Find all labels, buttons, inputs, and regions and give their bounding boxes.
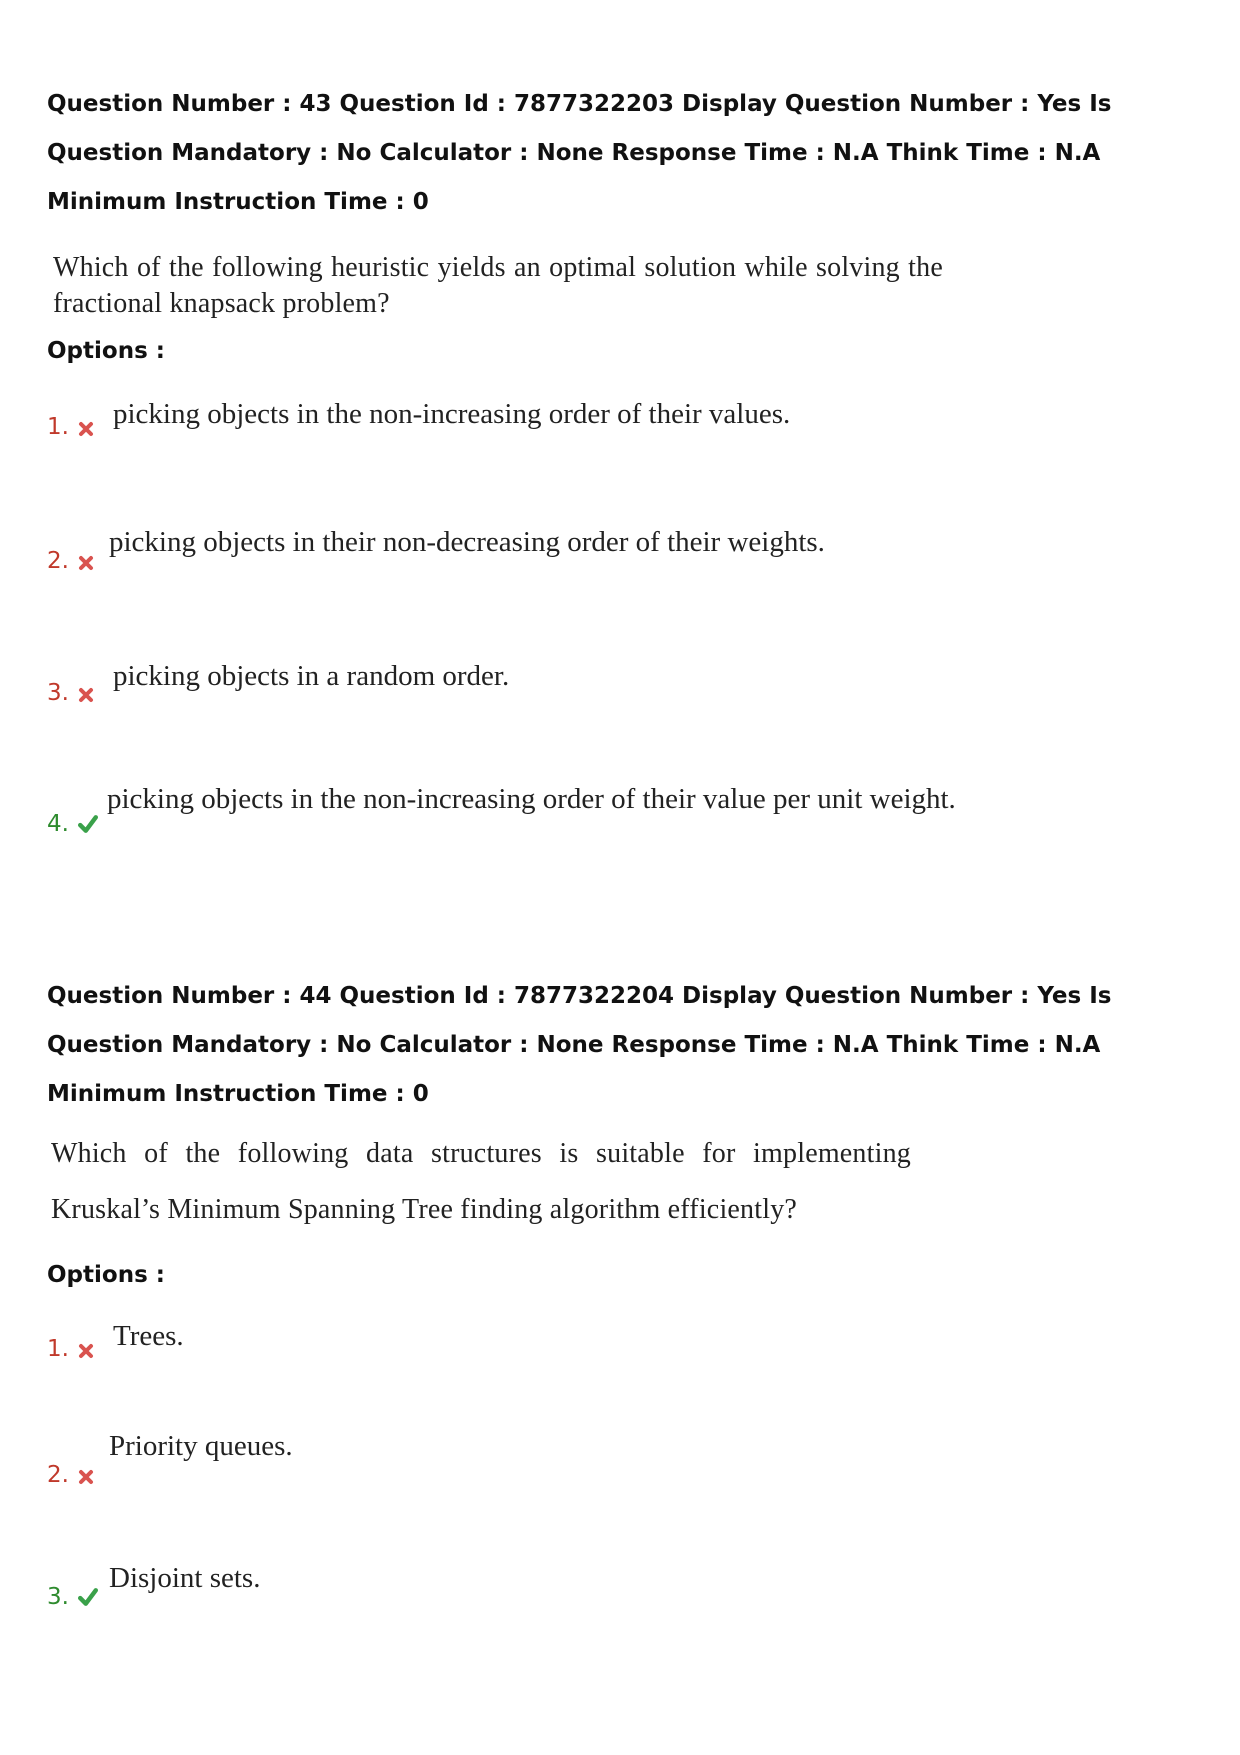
question-block-44 [47, 972, 1207, 1610]
option-number: 1. [47, 1336, 69, 1362]
check-icon [77, 1587, 99, 1607]
option-number: 2. [47, 1462, 69, 1488]
option-item[interactable] [47, 526, 1147, 590]
option-text: picking objects in the non-increasing order of their values. [113, 398, 791, 430]
option-item[interactable] [47, 662, 1147, 722]
option-text: picking objects in the non-increasing order of their value per unit weight. [107, 783, 956, 815]
option-number: 2. [47, 548, 69, 574]
question-block-43 [47, 80, 1207, 837]
question-meta: Question Number : 43 Question Id : 7877322203 Display Question Number : Yes Is Question Mandatory : No Calculator : None Response Time : N.A Think Time : N.A Minimum Instruction Time : 0 [47, 91, 1112, 215]
option-text: Disjoint sets. [109, 1562, 261, 1594]
cross-icon [77, 686, 95, 704]
option-item[interactable] [47, 783, 1147, 847]
check-icon [77, 814, 99, 834]
option-number: 4. [47, 811, 69, 837]
cross-icon [77, 554, 95, 572]
question-meta: Question Number : 44 Question Id : 7877322204 Display Question Number : Yes Is Question Mandatory : No Calculator : None Response Time : N.A Think Time : N.A Minimum Instruction Time : 0 [47, 983, 1112, 1107]
option-item[interactable] [47, 1562, 1147, 1626]
option-item[interactable] [47, 398, 1147, 458]
option-text: picking objects in a random order. [113, 660, 510, 692]
option-number: 3. [47, 1584, 69, 1610]
option-number: 3. [47, 680, 69, 706]
option-item[interactable] [47, 1322, 1147, 1382]
options-label: Options : [47, 338, 165, 364]
option-item[interactable] [47, 1430, 1147, 1490]
option-number: 1. [47, 414, 69, 440]
question-text: Which of the following data structures is suitable for implementing Kruskal’s Minimum Spanning Tree finding algorithm efficiently? [51, 1138, 911, 1225]
cross-icon [77, 1468, 95, 1486]
cross-icon [77, 420, 95, 438]
option-text: Trees. [113, 1320, 184, 1352]
question-text: Which of the following heuristic yields an optimal solution while solving the fractional knapsack problem? [53, 252, 943, 319]
option-text: Priority queues. [109, 1430, 293, 1462]
options-label: Options : [47, 1262, 165, 1288]
cross-icon [77, 1342, 95, 1360]
option-text: picking objects in their non-decreasing order of their weights. [109, 526, 825, 558]
